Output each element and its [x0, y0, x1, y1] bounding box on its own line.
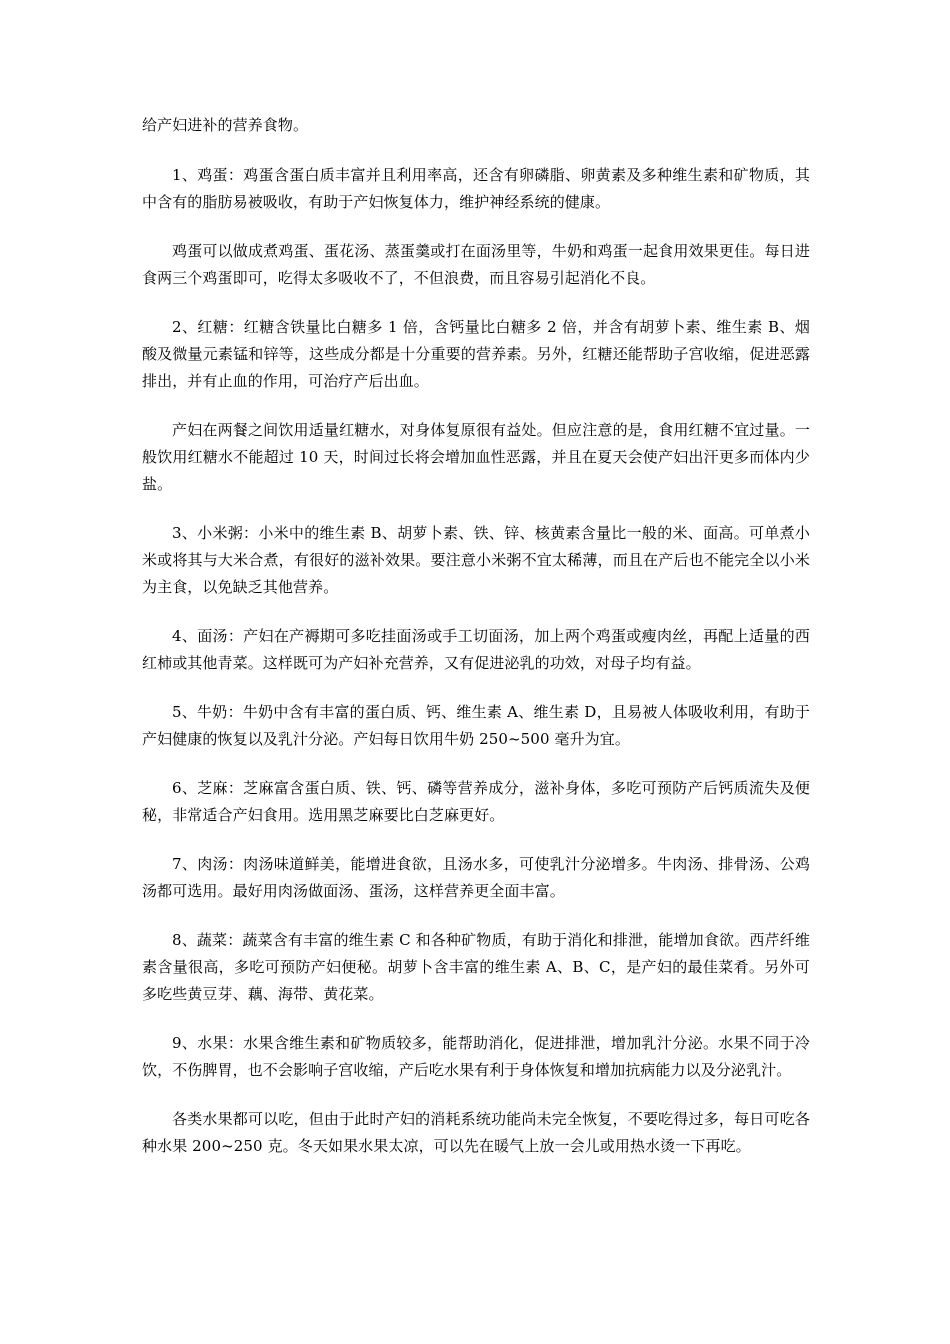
paragraph-fruit-usage: 各类水果都可以吃，但由于此时产妇的消耗系统功能尚未完全恢复，不要吃得过多，每日可吃各种水果 200~250 克。冬天如果水果太凉，可以先在暖气上放一会儿或用热水烫一下再吃。	[142, 1110, 810, 1155]
paragraph-fruit: 9、水果：水果含维生素和矿物质较多，能帮助消化，促进排泄，增加乳汁分泌。水果不同于冷饮，不伤脾胃，也不会影响子宫收缩，产后吃水果有利于身体恢复和增加抗病能力以及分泌乳汁。	[142, 1034, 810, 1079]
paragraph-noodle-soup: 4、面汤：产妇在产褥期可多吃挂面汤或手工切面汤，加上两个鸡蛋或瘦肉丝，再配上适量的西红柿或其他青菜。这样既可为产妇补充营养，又有促进泌乳的功效，对母子均有益。	[142, 627, 810, 672]
paragraph-brown-sugar: 2、红糖：红糖含铁量比白糖多 1 倍，含钙量比白糖多 2 倍，并含有胡萝卜素、维生素 B、烟酸及微量元素锰和锌等，这些成分都是十分重要的营养素。另外，红糖还能帮助子宫收缩，促进恶露排出，并有止血的作用，可治疗产后出血。	[142, 318, 810, 390]
paragraph-sesame: 6、芝麻：芝麻富含蛋白质、铁、钙、磷等营养成分，滋补身体，多吃可预防产后钙质流失及便秘，非常适合产妇食用。选用黑芝麻要比白芝麻更好。	[142, 779, 810, 824]
paragraph-meat-broth: 7、肉汤：肉汤味道鲜美，能增进食欲，且汤水多，可使乳汁分泌增多。牛肉汤、排骨汤、公鸡汤都可选用。最好用肉汤做面汤、蛋汤，这样营养更全面丰富。	[142, 855, 810, 900]
paragraph-eggs-usage: 鸡蛋可以做成煮鸡蛋、蛋花汤、蒸蛋羹或打在面汤里等，牛奶和鸡蛋一起食用效果更佳。每日进食两三个鸡蛋即可，吃得太多吸收不了，不但浪费，而且容易引起消化不良。	[142, 242, 810, 287]
document-body	[142, 112, 810, 1182]
intro-paragraph: 给产妇进补的营养食物。	[142, 116, 309, 134]
paragraph-millet-porridge: 3、小米粥：小米中的维生素 B、胡萝卜素、铁、锌、核黄素含量比一般的米、面高。可单煮小米或将其与大米合煮，有很好的滋补效果。要注意小米粥不宜太稀薄，而且在产后也不能完全以小米为主食，以免缺乏其他营养。	[142, 524, 810, 596]
paragraph-brown-sugar-usage: 产妇在两餐之间饮用适量红糖水，对身体复原很有益处。但应注意的是，食用红糖不宜过量。一般饮用红糖水不能超过 10 天，时间过长将会增加血性恶露，并且在夏天会使产妇出汗更多而体内少盐。	[142, 421, 810, 493]
paragraph-eggs: 1、鸡蛋：鸡蛋含蛋白质丰富并且利用率高，还含有卵磷脂、卵黄素及多种维生素和矿物质，其中含有的脂肪易被吸收，有助于产妇恢复体力，维护神经系统的健康。	[142, 166, 810, 211]
paragraph-milk: 5、牛奶：牛奶中含有丰富的蛋白质、钙、维生素 A、维生素 D，且易被人体吸收利用，有助于产妇健康的恢复以及乳汁分泌。产妇每日饮用牛奶 250~500 毫升为宜。	[142, 703, 810, 748]
paragraph-vegetables: 8、蔬菜：蔬菜含有丰富的维生素 C 和各种矿物质，有助于消化和排泄，能增加食欲。西芹纤维素含量很高，多吃可预防产妇便秘。胡萝卜含丰富的维生素 A、B、C，是产妇的最佳菜肴。另外可多吃些黄豆芽、藕、海带、黄花菜。	[142, 931, 810, 1003]
